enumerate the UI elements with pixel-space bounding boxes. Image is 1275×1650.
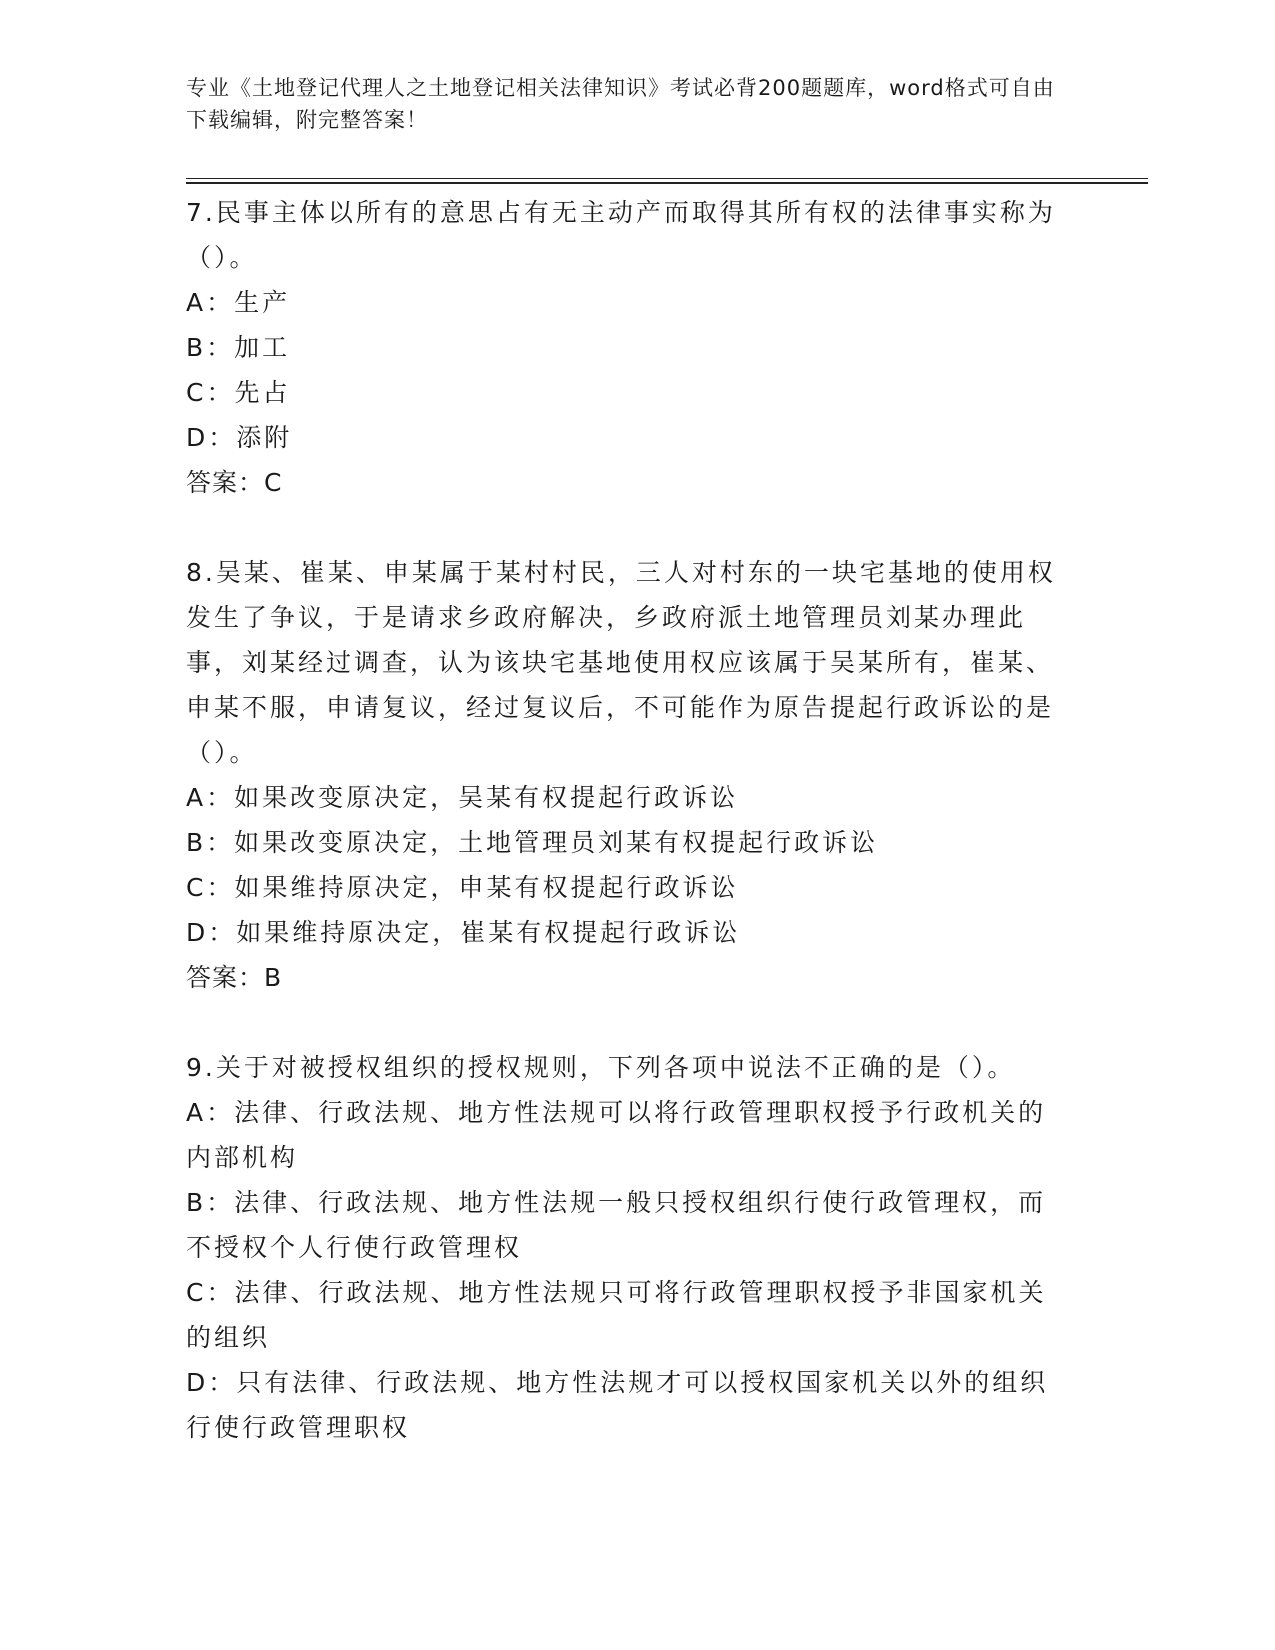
answer-label: 答案：B xyxy=(186,963,283,992)
document-header: 专业《土地登记代理人之土地登记相关法律知识》考试必背200题题库，word格式可自由下载编辑，附完整答案！ xyxy=(186,76,1055,132)
header-divider-thick xyxy=(186,182,1148,184)
header-divider-thin xyxy=(186,178,1148,179)
question-stem: 7.民事主体以所有的意思占有无主动产而取得其所有权的法律事实称为（）。 xyxy=(186,198,1056,272)
question-8 xyxy=(186,550,1066,1000)
option-b: B：如果改变原决定，土地管理员刘某有权提起行政诉讼 xyxy=(186,828,879,857)
answer-label: 答案：C xyxy=(186,468,283,497)
option-c: C：先占 xyxy=(186,378,291,407)
option-a: A：法律、行政法规、地方性法规可以将行政管理职权授予行政机关的内部机构 xyxy=(186,1098,1047,1172)
option-b: B：加工 xyxy=(186,333,291,362)
question-stem: 9.关于对被授权组织的授权规则，下列各项中说法不正确的是（）。 xyxy=(186,1053,1016,1082)
question-list xyxy=(186,190,1066,1495)
question-stem: 8.吴某、崔某、申某属于某村村民，三人对村东的一块宅基地的使用权发生了争议，于是请求乡政府解决，乡政府派土地管理员刘某办理此事，刘某经过调查，认为该块宅基地使用权应该属于吴某所有，崔某、申某不服，申请复议，经过复议后，不可能作为原告提起行政诉讼的是（）。 xyxy=(186,558,1056,767)
option-a: A：如果改变原决定，吴某有权提起行政诉讼 xyxy=(186,783,739,812)
option-a: A：生产 xyxy=(186,288,291,317)
option-c: C：法律、行政法规、地方性法规只可将行政管理职权授予非国家机关的组织 xyxy=(186,1278,1047,1352)
option-d: D：如果维持原决定，崔某有权提起行政诉讼 xyxy=(186,918,741,947)
question-9 xyxy=(186,1045,1066,1450)
option-b: B：法律、行政法规、地方性法规一般只授权组织行使行政管理权，而不授权个人行使行政管理权 xyxy=(186,1188,1047,1262)
option-d: D：添附 xyxy=(186,423,293,452)
option-d: D：只有法律、行政法规、地方性法规才可以授权国家机关以外的组织行使行政管理职权 xyxy=(186,1368,1049,1442)
question-7 xyxy=(186,190,1066,505)
option-c: C：如果维持原决定，申某有权提起行政诉讼 xyxy=(186,873,739,902)
